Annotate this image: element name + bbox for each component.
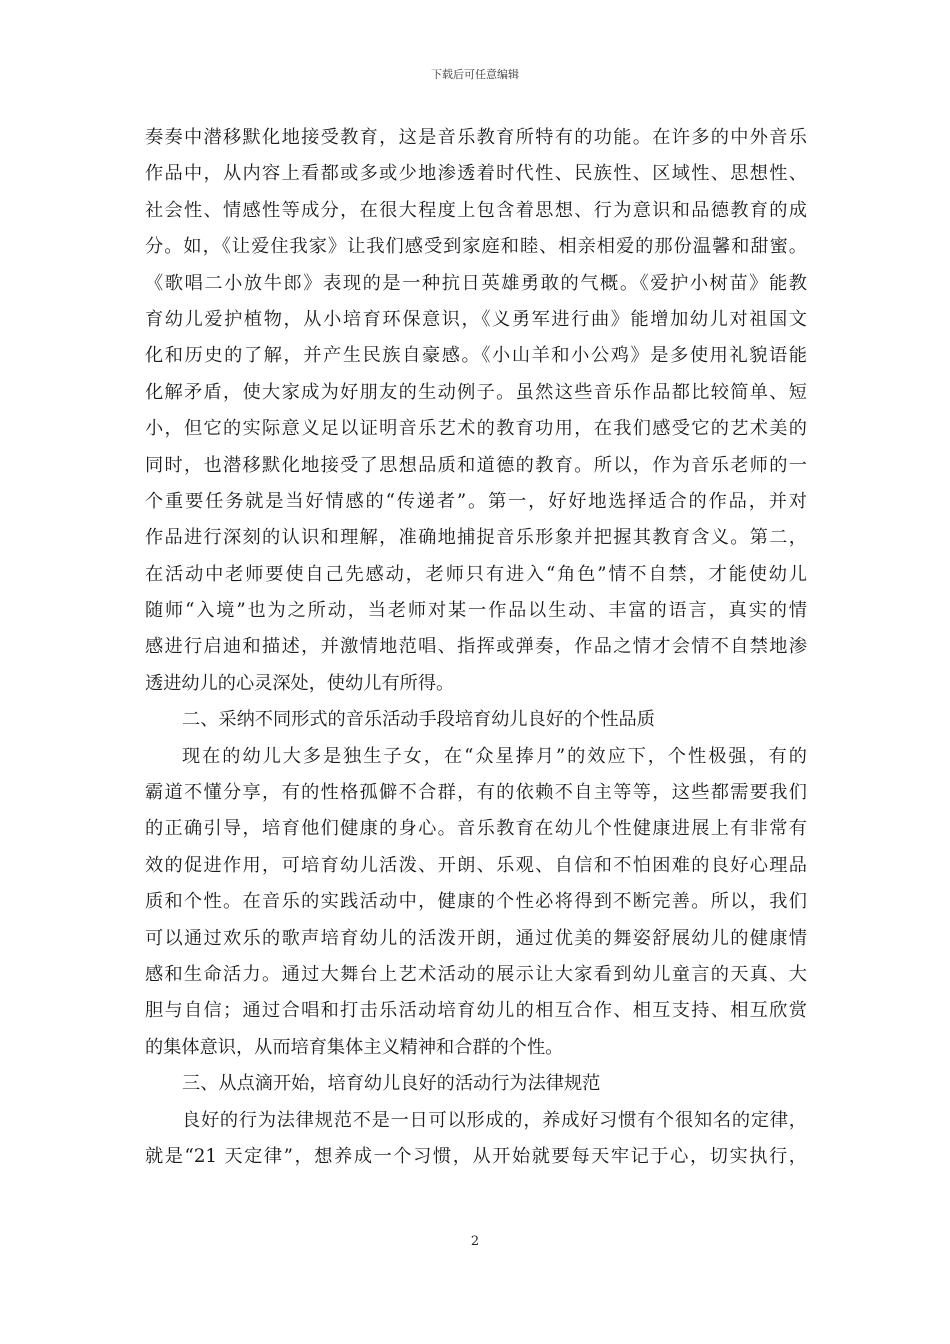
section-heading-2: 二、采纳不同形式的音乐活动手段培育幼儿良好的个性品质 (182, 709, 655, 731)
text-line: 奏奏中潜移默化地接受教育，这是音乐教育所特有的功能。在许多的中外音乐 (145, 127, 807, 148)
page-header-note: 下载后可任意编辑 (431, 68, 519, 81)
text-line: 的集体意识，从而培育集体主义精神和合群的个性。 (145, 1036, 564, 1058)
text-line: 小，但它的实际意义足以证明音乐艺术的教育功用，在我们感受它的艺术美的 (145, 418, 807, 440)
text-line: 个重要任务就是当好情感的“传递者”。第一，好好地选择适合的作品，并对 (145, 490, 807, 512)
text-line: 感和生命活力。通过大舞台上艺术活动的展示让大家看到幼儿童言的天真、大 (145, 963, 807, 985)
text-line: 在活动中老师要使自己先感动，老师只有进入“角色”情不自禁，才能使幼儿 (145, 563, 807, 585)
text-line: 质和个性。在音乐的实践活动中，健康的个性必将得到不断完善。所以，我们 (145, 891, 807, 913)
text-line: 《歌唱二小放牛郎》表现的是一种抗日英雄勇敢的气概。《爱护小树苗》能教 (145, 272, 807, 294)
text-line: 透进幼儿的心灵深处，使幼儿有所得。 (145, 672, 455, 694)
text-line: 胆与自信；通过合唱和打击乐活动培育幼儿的相互合作、相互支持、相互欣赏 (145, 1000, 807, 1022)
text-line: 化解矛盾，使大家成为好朋友的生动例子。虽然这些音乐作品都比较简单、短 (145, 381, 807, 403)
text-line: 感进行启迪和描述，并激情地范唱、指挥或弹奏，作品之情才会情不自禁地渗 (145, 636, 807, 658)
text-line: 良好的行为法律规范不是一日可以形成的，养成好习惯有个很知名的定律， (182, 1109, 807, 1131)
paragraph-1 (145, 120, 807, 702)
document-body (145, 120, 807, 1175)
text-line: 化和历史的了解，并产生民族自豪感。《小山羊和小公鸡》是多使用礼貌语能 (145, 345, 807, 367)
text-line: 效的促进作用，可培育幼儿活泼、开朗、乐观、自信和不怕困难的良好心理品 (145, 854, 807, 876)
text-line: 同时，也潜移默化地接受了思想品质和道德的教育。所以，作为音乐老师的一 (145, 454, 807, 476)
section-heading-3: 三、从点滴开始，培育幼儿良好的活动行为法律规范 (182, 1073, 601, 1095)
paragraph-2 (145, 739, 807, 1067)
text-line: 的正确引导，培育他们健康的身心。音乐教育在幼儿个性健康进展上有非常有 (145, 818, 807, 840)
text-line: 作品进行深刻的认识和理解，准确地捕捉音乐形象并把握其教育含义。第二， (145, 527, 807, 549)
text-line: 现在的幼儿大多是独生子女，在“众星捧月”的效应下，个性极强，有的 (182, 745, 807, 767)
text-line: 育幼儿爱护植物，从小培育环保意识，《义勇军进行曲》能增加幼儿对祖国文 (145, 308, 807, 330)
text-line: 就是“21 天定律”，想养成一个习惯，从开始就要每天牢记于心，切实执行， (145, 1145, 807, 1167)
text-line: 随师“入境”也为之所动，当老师对某一作品以生动、丰富的语言，真实的情 (145, 600, 807, 622)
paragraph-3 (145, 1103, 807, 1176)
text-line: 分。如，《让爱住我家》让我们感受到家庭和睦、相亲相爱的那份温馨和甜蜜。 (145, 236, 807, 258)
text-line: 作品中，从内容上看都或多或少地渗透着时代性、民族性、区域性、思想性、 (145, 163, 807, 185)
text-line: 社会性、情感性等成分，在很大程度上包含着思想、行为意识和品德教育的成 (145, 199, 807, 221)
text-line: 霸道不懂分享，有的性格孤僻不合群，有的依赖不自主等等，这些都需要我们 (145, 782, 807, 804)
text-line: 可以通过欢乐的歌声培育幼儿的活泼开朗，通过优美的舞姿舒展幼儿的健康情 (145, 927, 807, 949)
page-number: 2 (470, 1234, 480, 1249)
